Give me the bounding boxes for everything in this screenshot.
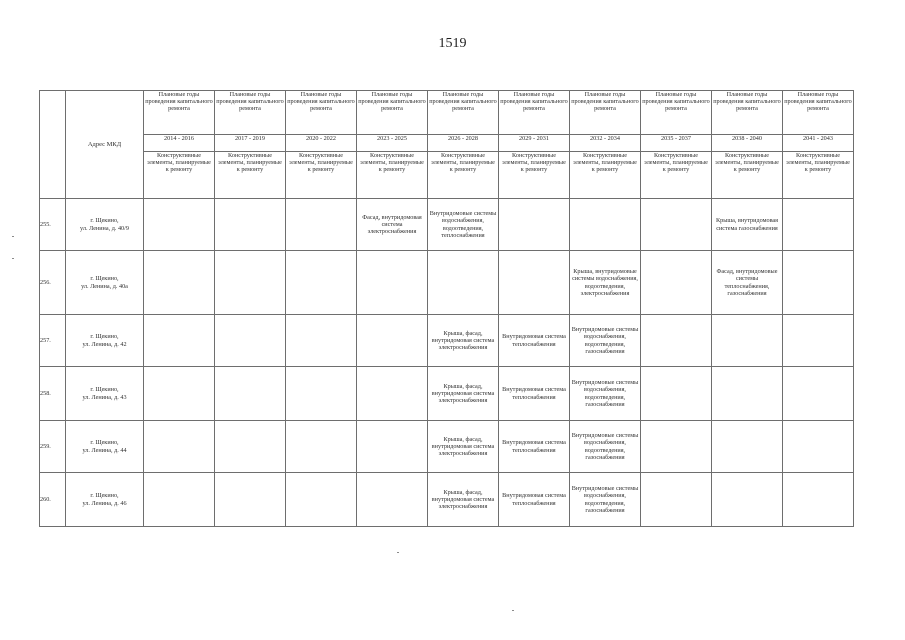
header-elements-label: Конструктивные элементы, планируемые к ремонту: [712, 152, 783, 199]
header-plan-label: Плановые годы проведения капитального ремонта: [499, 91, 570, 135]
header-period: 2029 - 2031: [499, 135, 570, 152]
work-cell: Внутридомовые системы водоснабжения, водоотведения, теплоснабжения: [428, 199, 499, 251]
work-cell: [357, 367, 428, 421]
work-cell: [712, 367, 783, 421]
row-number-text: 259.: [40, 442, 51, 450]
work-cell: [215, 473, 286, 527]
work-cell: Внутридомовая система теплоснабжения: [499, 421, 570, 473]
work-cell: [144, 315, 215, 367]
work-cell: Крыша, внутридомовая система газоснабжения: [712, 199, 783, 251]
header-elements-label: Конструктивные элементы, планируемые к ремонту: [783, 152, 854, 199]
header-elements-label: Конструктивные элементы, планируемые к ремонту: [428, 152, 499, 199]
work-cell: [712, 315, 783, 367]
header-elements-label: Конструктивные элементы, планируемые к ремонту: [641, 152, 712, 199]
work-cell: Крыша, фасад, внутридомовая система электроснабжения: [428, 473, 499, 527]
address-line: ул. Ленина, д. 42: [82, 340, 127, 348]
row-number: [40, 251, 66, 315]
row-address: [66, 251, 144, 315]
row-number: [40, 473, 66, 527]
work-cell: [783, 199, 854, 251]
work-cell: [428, 251, 499, 315]
address-line: г. Щекино,: [90, 332, 119, 340]
header-row-elements: [40, 152, 854, 199]
work-cell: [144, 473, 215, 527]
row-address: [66, 473, 144, 527]
work-cell: Внутридомовые системы водоснабжения, водоотведения, газоснабжения: [570, 315, 641, 367]
header-elements-label: Конструктивные элементы, планируемые к ремонту: [215, 152, 286, 199]
work-cell: [286, 315, 357, 367]
row-number: [40, 315, 66, 367]
header-period: 2023 - 2025: [357, 135, 428, 152]
work-cell: [215, 315, 286, 367]
work-cell: [783, 367, 854, 421]
work-cell: [357, 473, 428, 527]
row-address: [66, 421, 144, 473]
row-address: [66, 199, 144, 251]
scan-mark: [397, 552, 399, 553]
work-cell: [499, 199, 570, 251]
header-index-cell: [40, 91, 66, 199]
work-cell: [144, 199, 215, 251]
header-elements-label: Конструктивные элементы, планируемые к ремонту: [570, 152, 641, 199]
work-cell: Фасад, внутридомовая система электроснабжения: [357, 199, 428, 251]
work-cell: [783, 251, 854, 315]
header-plan-label: Плановые годы проведения капитального ремонта: [712, 91, 783, 135]
work-cell: Крыша, внутридомовые системы водоснабжения, водоотведения, электроснабжения: [570, 251, 641, 315]
work-cell: Крыша, фасад, внутридомовая система электроснабжения: [428, 367, 499, 421]
work-cell: Внутридомовые системы водоснабжения, водоотведения, газоснабжения: [570, 473, 641, 527]
table-row: [40, 367, 854, 421]
address-line: г. Щекино,: [90, 438, 119, 446]
page-number: 1519: [438, 36, 467, 51]
header-row-years: [40, 135, 854, 152]
row-address: [66, 315, 144, 367]
work-cell: [144, 251, 215, 315]
work-cell: Внутридомовые системы водоснабжения, водоотведения, газоснабжения: [570, 421, 641, 473]
row-number-text: 257.: [40, 336, 51, 344]
header-elements-label: Конструктивные элементы, планируемые к ремонту: [357, 152, 428, 199]
header-plan-label: Плановые годы проведения капитального ремонта: [570, 91, 641, 135]
work-cell: Крыша, фасад, внутридомовая система электроснабжения: [428, 421, 499, 473]
work-cell: Внутридомовая система теплоснабжения: [499, 367, 570, 421]
work-cell: [499, 251, 570, 315]
work-cell: [712, 421, 783, 473]
header-elements-label: Конструктивные элементы, планируемые к ремонту: [144, 152, 215, 199]
row-address: [66, 367, 144, 421]
work-cell: [641, 199, 712, 251]
table-row: [40, 315, 854, 367]
work-cell: Внутридомовая система теплоснабжения: [499, 473, 570, 527]
work-cell: [641, 367, 712, 421]
work-cell: [357, 251, 428, 315]
table-body: [40, 91, 854, 527]
header-plan-label: Плановые годы проведения капитального ремонта: [783, 91, 854, 135]
work-cell: Фасад, внутридомовые системы теплоснабжения, газоснабжения: [712, 251, 783, 315]
work-cell: [712, 473, 783, 527]
address-line: г. Щекино,: [90, 216, 119, 224]
work-cell: [286, 421, 357, 473]
work-cell: [215, 251, 286, 315]
work-cell: [215, 421, 286, 473]
header-period: 2038 - 2040: [712, 135, 783, 152]
work-cell: [144, 421, 215, 473]
address-line: г. Щекино,: [90, 385, 119, 393]
header-elements-label: Конструктивные элементы, планируемые к ремонту: [286, 152, 357, 199]
work-cell: [286, 367, 357, 421]
row-number-text: 255.: [40, 220, 51, 228]
header-period: 2035 - 2037: [641, 135, 712, 152]
work-cell: [783, 473, 854, 527]
address-line: ул. Ленина, д. 43: [82, 393, 127, 401]
table-row: [40, 473, 854, 527]
row-number-text: 256.: [40, 278, 51, 286]
header-plan-label: Плановые годы проведения капитального ремонта: [357, 91, 428, 135]
scan-mark: [12, 258, 14, 259]
work-cell: [783, 421, 854, 473]
header-plan-label: Плановые годы проведения капитального ремонта: [215, 91, 286, 135]
address-line: г. Щекино,: [90, 491, 119, 499]
row-number-text: 260.: [40, 495, 51, 503]
header-period: 2041 - 2043: [783, 135, 854, 152]
address-line: ул. Ленина, д. 40а: [81, 282, 128, 290]
work-cell: [215, 199, 286, 251]
header-period: 2020 - 2022: [286, 135, 357, 152]
work-cell: Крыша, фасад, внутридомовая система электроснабжения: [428, 315, 499, 367]
work-cell: [641, 251, 712, 315]
address-line: г. Щекино,: [90, 274, 119, 282]
table-row: [40, 199, 854, 251]
row-number: [40, 199, 66, 251]
work-cell: [286, 199, 357, 251]
header-plan-label: Плановые годы проведения капитального ремонта: [428, 91, 499, 135]
header-address: Адрес МКД: [66, 91, 144, 199]
address-line: ул. Ленина, д. 44: [82, 446, 127, 454]
work-cell: [641, 473, 712, 527]
work-cell: [783, 315, 854, 367]
work-cell: Внутридомовая система теплоснабжения: [499, 315, 570, 367]
work-cell: [286, 473, 357, 527]
work-cell: [641, 315, 712, 367]
work-cell: [144, 367, 215, 421]
header-plan-label: Плановые годы проведения капитального ремонта: [144, 91, 215, 135]
work-cell: [570, 199, 641, 251]
header-period: 2017 - 2019: [215, 135, 286, 152]
work-cell: [641, 421, 712, 473]
work-cell: [357, 315, 428, 367]
header-row-plan: [40, 91, 854, 135]
scan-mark: [12, 236, 14, 237]
address-line: ул. Ленина, д. 40/9: [80, 224, 129, 232]
capital-repair-schedule-table: [39, 90, 854, 527]
scan-mark: [512, 610, 514, 611]
address-line: ул. Ленина, д. 46: [82, 499, 127, 507]
header-plan-label: Плановые годы проведения капитального ремонта: [641, 91, 712, 135]
header-period: 2032 - 2034: [570, 135, 641, 152]
table-row: [40, 421, 854, 473]
work-cell: Внутридомовые системы водоснабжения, водоотведения, газоснабжения: [570, 367, 641, 421]
header-elements-label: Конструктивные элементы, планируемые к ремонту: [499, 152, 570, 199]
work-cell: [286, 251, 357, 315]
row-number: [40, 421, 66, 473]
row-number-text: 258.: [40, 389, 51, 397]
work-cell: [215, 367, 286, 421]
work-cell: [357, 421, 428, 473]
header-plan-label: Плановые годы проведения капитального ремонта: [286, 91, 357, 135]
table-row: [40, 251, 854, 315]
header-period: 2014 - 2016: [144, 135, 215, 152]
row-number: [40, 367, 66, 421]
header-period: 2026 - 2028: [428, 135, 499, 152]
